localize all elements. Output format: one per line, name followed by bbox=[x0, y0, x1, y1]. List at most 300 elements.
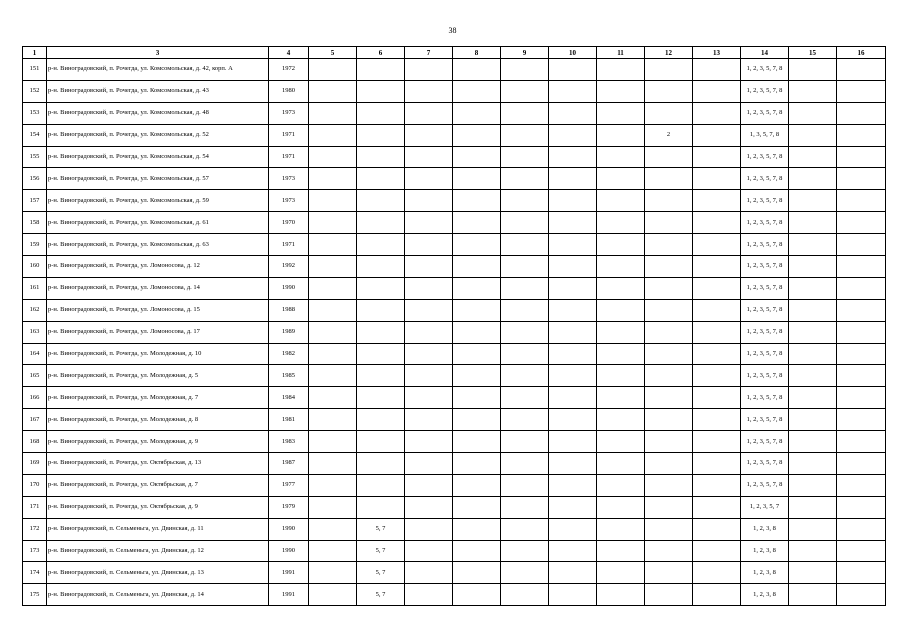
empty-cell bbox=[309, 277, 357, 299]
empty-cell bbox=[453, 518, 501, 540]
column-header: 1 bbox=[23, 47, 47, 59]
empty-cell bbox=[453, 277, 501, 299]
empty-cell bbox=[309, 256, 357, 278]
empty-cell bbox=[693, 474, 741, 496]
empty-cell bbox=[597, 540, 645, 562]
column-12-cell bbox=[645, 365, 693, 387]
row-number-cell: 170 bbox=[23, 474, 47, 496]
empty-cell bbox=[309, 124, 357, 146]
row-number-cell: 161 bbox=[23, 277, 47, 299]
empty-cell bbox=[453, 365, 501, 387]
empty-cell bbox=[549, 321, 597, 343]
table-row bbox=[23, 190, 886, 212]
empty-cell bbox=[453, 474, 501, 496]
empty-cell bbox=[405, 387, 453, 409]
empty-cell bbox=[453, 299, 501, 321]
empty-cell bbox=[453, 256, 501, 278]
column-12-cell bbox=[645, 190, 693, 212]
column-6-cell bbox=[357, 59, 405, 81]
empty-cell bbox=[789, 212, 837, 234]
empty-cell bbox=[789, 409, 837, 431]
empty-cell bbox=[693, 124, 741, 146]
column-6-cell: 5, 7 bbox=[357, 540, 405, 562]
column-14-cell: 1, 2, 3, 5, 7, 8 bbox=[741, 234, 789, 256]
empty-cell bbox=[597, 146, 645, 168]
empty-cell bbox=[501, 474, 549, 496]
address-cell: р-н. Виноградовский, п. Рочегда, ул. Октябрьская, д. 7 bbox=[47, 474, 269, 496]
empty-cell bbox=[501, 365, 549, 387]
column-14-cell: 1, 2, 3, 5, 7, 8 bbox=[741, 299, 789, 321]
empty-cell bbox=[789, 277, 837, 299]
table-body bbox=[23, 59, 886, 606]
table-row bbox=[23, 343, 886, 365]
column-header: 16 bbox=[837, 47, 886, 59]
empty-cell bbox=[837, 562, 886, 584]
column-12-cell bbox=[645, 540, 693, 562]
table-row bbox=[23, 387, 886, 409]
address-cell: р-н. Виноградовский, п. Рочегда, ул. Молодежная, д. 8 bbox=[47, 409, 269, 431]
column-header: 11 bbox=[597, 47, 645, 59]
empty-cell bbox=[309, 102, 357, 124]
empty-cell bbox=[837, 277, 886, 299]
empty-cell bbox=[405, 453, 453, 475]
column-6-cell bbox=[357, 453, 405, 475]
empty-cell bbox=[309, 212, 357, 234]
year-cell: 1990 bbox=[269, 277, 309, 299]
empty-cell bbox=[789, 387, 837, 409]
empty-cell bbox=[789, 256, 837, 278]
empty-cell bbox=[453, 562, 501, 584]
empty-cell bbox=[837, 343, 886, 365]
address-cell: р-н. Виноградовский, п. Рочегда, ул. Комсомольская, д. 61 bbox=[47, 212, 269, 234]
empty-cell bbox=[453, 102, 501, 124]
empty-cell bbox=[501, 212, 549, 234]
row-number-cell: 160 bbox=[23, 256, 47, 278]
empty-cell bbox=[693, 234, 741, 256]
empty-cell bbox=[501, 277, 549, 299]
column-header: 4 bbox=[269, 47, 309, 59]
empty-cell bbox=[693, 496, 741, 518]
column-6-cell: 5, 7 bbox=[357, 584, 405, 606]
empty-cell bbox=[549, 234, 597, 256]
row-number-cell: 156 bbox=[23, 168, 47, 190]
year-cell: 1985 bbox=[269, 365, 309, 387]
empty-cell bbox=[549, 474, 597, 496]
column-14-cell: 1, 2, 3, 5, 7, 8 bbox=[741, 212, 789, 234]
empty-cell bbox=[837, 540, 886, 562]
empty-cell bbox=[693, 518, 741, 540]
column-14-cell: 1, 2, 3, 5, 7, 8 bbox=[741, 321, 789, 343]
empty-cell bbox=[453, 80, 501, 102]
column-header: 9 bbox=[501, 47, 549, 59]
empty-cell bbox=[309, 387, 357, 409]
empty-cell bbox=[309, 343, 357, 365]
empty-cell bbox=[597, 102, 645, 124]
row-number-cell: 165 bbox=[23, 365, 47, 387]
address-cell: р-н. Виноградовский, п. Рочегда, ул. Ломоносова, д. 12 bbox=[47, 256, 269, 278]
empty-cell bbox=[837, 124, 886, 146]
empty-cell bbox=[597, 584, 645, 606]
empty-cell bbox=[309, 496, 357, 518]
row-number-cell: 152 bbox=[23, 80, 47, 102]
row-number-cell: 157 bbox=[23, 190, 47, 212]
column-12-cell bbox=[645, 431, 693, 453]
year-cell: 1977 bbox=[269, 474, 309, 496]
column-12-cell bbox=[645, 256, 693, 278]
empty-cell bbox=[405, 277, 453, 299]
empty-cell bbox=[789, 453, 837, 475]
year-cell: 1970 bbox=[269, 212, 309, 234]
year-cell: 1972 bbox=[269, 59, 309, 81]
table-row bbox=[23, 518, 886, 540]
empty-cell bbox=[693, 343, 741, 365]
empty-cell bbox=[549, 256, 597, 278]
column-header: 13 bbox=[693, 47, 741, 59]
empty-cell bbox=[789, 124, 837, 146]
column-6-cell: 5, 7 bbox=[357, 518, 405, 540]
column-14-cell: 1, 2, 3, 5, 7, 8 bbox=[741, 190, 789, 212]
address-cell: р-н. Виноградовский, п. Сельменьга, ул. Двинская, д. 14 bbox=[47, 584, 269, 606]
empty-cell bbox=[597, 124, 645, 146]
empty-cell bbox=[405, 146, 453, 168]
row-number-cell: 166 bbox=[23, 387, 47, 409]
empty-cell bbox=[405, 234, 453, 256]
table-row bbox=[23, 256, 886, 278]
empty-cell bbox=[837, 212, 886, 234]
empty-cell bbox=[309, 59, 357, 81]
year-cell: 1971 bbox=[269, 146, 309, 168]
empty-cell bbox=[549, 540, 597, 562]
address-cell: р-н. Виноградовский, п. Рочегда, ул. Ломоносова, д. 15 bbox=[47, 299, 269, 321]
column-6-cell bbox=[357, 387, 405, 409]
year-cell: 1983 bbox=[269, 431, 309, 453]
empty-cell bbox=[405, 168, 453, 190]
column-6-cell bbox=[357, 277, 405, 299]
column-header: 6 bbox=[357, 47, 405, 59]
empty-cell bbox=[597, 431, 645, 453]
column-14-cell: 1, 2, 3, 5, 7, 8 bbox=[741, 409, 789, 431]
empty-cell bbox=[309, 190, 357, 212]
empty-cell bbox=[309, 453, 357, 475]
table-row bbox=[23, 365, 886, 387]
empty-cell bbox=[837, 256, 886, 278]
empty-cell bbox=[693, 299, 741, 321]
empty-cell bbox=[501, 562, 549, 584]
row-number-cell: 173 bbox=[23, 540, 47, 562]
table-row bbox=[23, 212, 886, 234]
empty-cell bbox=[597, 190, 645, 212]
empty-cell bbox=[453, 190, 501, 212]
year-cell: 1980 bbox=[269, 80, 309, 102]
empty-cell bbox=[693, 365, 741, 387]
column-header: 5 bbox=[309, 47, 357, 59]
empty-cell bbox=[789, 168, 837, 190]
empty-cell bbox=[693, 584, 741, 606]
address-cell: р-н. Виноградовский, п. Рочегда, ул. Ломоносова, д. 17 bbox=[47, 321, 269, 343]
row-number-cell: 171 bbox=[23, 496, 47, 518]
column-14-cell: 1, 2, 3, 8 bbox=[741, 562, 789, 584]
column-6-cell bbox=[357, 409, 405, 431]
table-row bbox=[23, 431, 886, 453]
row-number-cell: 151 bbox=[23, 59, 47, 81]
empty-cell bbox=[837, 80, 886, 102]
empty-cell bbox=[789, 518, 837, 540]
column-6-cell bbox=[357, 256, 405, 278]
column-14-cell: 1, 2, 3, 5, 7, 8 bbox=[741, 431, 789, 453]
table-row bbox=[23, 453, 886, 475]
column-14-cell: 1, 2, 3, 5, 7, 8 bbox=[741, 387, 789, 409]
column-12-cell bbox=[645, 409, 693, 431]
empty-cell bbox=[789, 540, 837, 562]
empty-cell bbox=[405, 80, 453, 102]
empty-cell bbox=[501, 343, 549, 365]
row-number-cell: 174 bbox=[23, 562, 47, 584]
column-14-cell: 1, 2, 3, 5, 7, 8 bbox=[741, 80, 789, 102]
empty-cell bbox=[405, 59, 453, 81]
empty-cell bbox=[597, 474, 645, 496]
column-6-cell bbox=[357, 212, 405, 234]
empty-cell bbox=[837, 584, 886, 606]
row-number-cell: 169 bbox=[23, 453, 47, 475]
empty-cell bbox=[309, 474, 357, 496]
empty-cell bbox=[453, 59, 501, 81]
column-12-cell bbox=[645, 343, 693, 365]
empty-cell bbox=[309, 540, 357, 562]
empty-cell bbox=[501, 102, 549, 124]
address-cell: р-н. Виноградовский, п. Рочегда, ул. Молодежная, д. 7 bbox=[47, 387, 269, 409]
column-6-cell bbox=[357, 190, 405, 212]
column-14-cell: 1, 3, 5, 7, 8 bbox=[741, 124, 789, 146]
empty-cell bbox=[309, 409, 357, 431]
address-cell: р-н. Виноградовский, п. Рочегда, ул. Октябрьская, д. 9 bbox=[47, 496, 269, 518]
column-6-cell bbox=[357, 234, 405, 256]
empty-cell bbox=[597, 80, 645, 102]
empty-cell bbox=[453, 168, 501, 190]
table-row bbox=[23, 540, 886, 562]
empty-cell bbox=[789, 343, 837, 365]
empty-cell bbox=[693, 387, 741, 409]
column-header: 3 bbox=[47, 47, 269, 59]
empty-cell bbox=[405, 321, 453, 343]
address-cell: р-н. Виноградовский, п. Рочегда, ул. Комсомольская, д. 43 bbox=[47, 80, 269, 102]
empty-cell bbox=[693, 256, 741, 278]
column-6-cell bbox=[357, 102, 405, 124]
empty-cell bbox=[597, 59, 645, 81]
table-row bbox=[23, 146, 886, 168]
empty-cell bbox=[549, 212, 597, 234]
row-number-cell: 172 bbox=[23, 518, 47, 540]
empty-cell bbox=[837, 59, 886, 81]
header-row bbox=[23, 47, 886, 59]
empty-cell bbox=[501, 453, 549, 475]
column-6-cell bbox=[357, 474, 405, 496]
empty-cell bbox=[309, 431, 357, 453]
table-row bbox=[23, 124, 886, 146]
empty-cell bbox=[501, 234, 549, 256]
empty-cell bbox=[837, 299, 886, 321]
column-12-cell bbox=[645, 277, 693, 299]
table-row bbox=[23, 80, 886, 102]
column-12-cell bbox=[645, 496, 693, 518]
column-6-cell bbox=[357, 80, 405, 102]
empty-cell bbox=[549, 102, 597, 124]
empty-cell bbox=[693, 540, 741, 562]
empty-cell bbox=[309, 321, 357, 343]
address-cell: р-н. Виноградовский, п. Сельменьга, ул. Двинская, д. 13 bbox=[47, 562, 269, 584]
empty-cell bbox=[693, 190, 741, 212]
row-number-cell: 159 bbox=[23, 234, 47, 256]
address-cell: р-н. Виноградовский, п. Рочегда, ул. Комсомольская, д. 54 bbox=[47, 146, 269, 168]
empty-cell bbox=[405, 409, 453, 431]
address-cell: р-н. Виноградовский, п. Рочегда, ул. Комсомольская, д. 48 bbox=[47, 102, 269, 124]
empty-cell bbox=[597, 453, 645, 475]
table-row bbox=[23, 474, 886, 496]
empty-cell bbox=[789, 59, 837, 81]
empty-cell bbox=[693, 168, 741, 190]
empty-cell bbox=[309, 365, 357, 387]
empty-cell bbox=[549, 584, 597, 606]
empty-cell bbox=[453, 431, 501, 453]
empty-cell bbox=[453, 409, 501, 431]
empty-cell bbox=[597, 387, 645, 409]
column-14-cell: 1, 2, 3, 8 bbox=[741, 540, 789, 562]
empty-cell bbox=[597, 234, 645, 256]
empty-cell bbox=[309, 584, 357, 606]
empty-cell bbox=[405, 365, 453, 387]
column-12-cell bbox=[645, 168, 693, 190]
empty-cell bbox=[597, 518, 645, 540]
empty-cell bbox=[789, 190, 837, 212]
column-12-cell bbox=[645, 212, 693, 234]
empty-cell bbox=[789, 474, 837, 496]
empty-cell bbox=[789, 584, 837, 606]
empty-cell bbox=[789, 321, 837, 343]
empty-cell bbox=[789, 146, 837, 168]
column-12-cell bbox=[645, 59, 693, 81]
column-6-cell bbox=[357, 431, 405, 453]
empty-cell bbox=[549, 496, 597, 518]
year-cell: 1971 bbox=[269, 124, 309, 146]
empty-cell bbox=[789, 496, 837, 518]
empty-cell bbox=[549, 409, 597, 431]
empty-cell bbox=[597, 212, 645, 234]
column-14-cell: 1, 2, 3, 5, 7, 8 bbox=[741, 343, 789, 365]
empty-cell bbox=[837, 387, 886, 409]
row-number-cell: 163 bbox=[23, 321, 47, 343]
empty-cell bbox=[789, 80, 837, 102]
empty-cell bbox=[597, 365, 645, 387]
year-cell: 1990 bbox=[269, 518, 309, 540]
empty-cell bbox=[453, 146, 501, 168]
table-row bbox=[23, 299, 886, 321]
empty-cell bbox=[453, 124, 501, 146]
empty-cell bbox=[453, 234, 501, 256]
empty-cell bbox=[309, 80, 357, 102]
empty-cell bbox=[693, 321, 741, 343]
empty-cell bbox=[453, 584, 501, 606]
table-row bbox=[23, 59, 886, 81]
empty-cell bbox=[693, 409, 741, 431]
empty-cell bbox=[693, 212, 741, 234]
empty-cell bbox=[453, 496, 501, 518]
row-number-cell: 153 bbox=[23, 102, 47, 124]
year-cell: 1973 bbox=[269, 190, 309, 212]
column-12-cell bbox=[645, 584, 693, 606]
column-6-cell bbox=[357, 496, 405, 518]
empty-cell bbox=[549, 190, 597, 212]
empty-cell bbox=[405, 124, 453, 146]
column-6-cell bbox=[357, 124, 405, 146]
address-cell: р-н. Виноградовский, п. Рочегда, ул. Комсомольская, д. 59 bbox=[47, 190, 269, 212]
column-12-cell bbox=[645, 562, 693, 584]
empty-cell bbox=[501, 59, 549, 81]
empty-cell bbox=[693, 102, 741, 124]
empty-cell bbox=[789, 102, 837, 124]
column-6-cell: 5, 7 bbox=[357, 562, 405, 584]
empty-cell bbox=[549, 518, 597, 540]
empty-cell bbox=[837, 365, 886, 387]
empty-cell bbox=[405, 584, 453, 606]
year-cell: 1982 bbox=[269, 343, 309, 365]
empty-cell bbox=[837, 102, 886, 124]
year-cell: 1979 bbox=[269, 496, 309, 518]
empty-cell bbox=[549, 343, 597, 365]
column-12-cell bbox=[645, 387, 693, 409]
column-12-cell bbox=[645, 518, 693, 540]
table-row bbox=[23, 584, 886, 606]
empty-cell bbox=[549, 277, 597, 299]
empty-cell bbox=[837, 518, 886, 540]
empty-cell bbox=[309, 234, 357, 256]
empty-cell bbox=[597, 562, 645, 584]
table-row bbox=[23, 562, 886, 584]
empty-cell bbox=[789, 562, 837, 584]
column-14-cell: 1, 2, 3, 5, 7, 8 bbox=[741, 168, 789, 190]
empty-cell bbox=[837, 321, 886, 343]
empty-cell bbox=[501, 299, 549, 321]
empty-cell bbox=[501, 80, 549, 102]
year-cell: 1988 bbox=[269, 299, 309, 321]
column-14-cell: 1, 2, 3, 5, 7, 8 bbox=[741, 365, 789, 387]
column-6-cell bbox=[357, 343, 405, 365]
empty-cell bbox=[309, 299, 357, 321]
empty-cell bbox=[693, 59, 741, 81]
empty-cell bbox=[453, 453, 501, 475]
empty-cell bbox=[501, 124, 549, 146]
empty-cell bbox=[405, 540, 453, 562]
empty-cell bbox=[837, 168, 886, 190]
address-cell: р-н. Виноградовский, п. Сельменьга, ул. Двинская, д. 12 bbox=[47, 540, 269, 562]
address-cell: р-н. Виноградовский, п. Рочегда, ул. Комсомольская, д. 42, корп. А bbox=[47, 59, 269, 81]
table-row bbox=[23, 277, 886, 299]
empty-cell bbox=[501, 496, 549, 518]
table-row bbox=[23, 234, 886, 256]
empty-cell bbox=[549, 168, 597, 190]
empty-cell bbox=[309, 168, 357, 190]
empty-cell bbox=[789, 299, 837, 321]
empty-cell bbox=[549, 59, 597, 81]
empty-cell bbox=[597, 409, 645, 431]
page-number: 38 bbox=[448, 26, 457, 35]
address-cell: р-н. Виноградовский, п. Сельменьга, ул. Двинская, д. 11 bbox=[47, 518, 269, 540]
column-6-cell bbox=[357, 365, 405, 387]
empty-cell bbox=[501, 146, 549, 168]
table-row bbox=[23, 321, 886, 343]
column-12-cell bbox=[645, 299, 693, 321]
empty-cell bbox=[837, 409, 886, 431]
empty-cell bbox=[501, 409, 549, 431]
empty-cell bbox=[405, 343, 453, 365]
